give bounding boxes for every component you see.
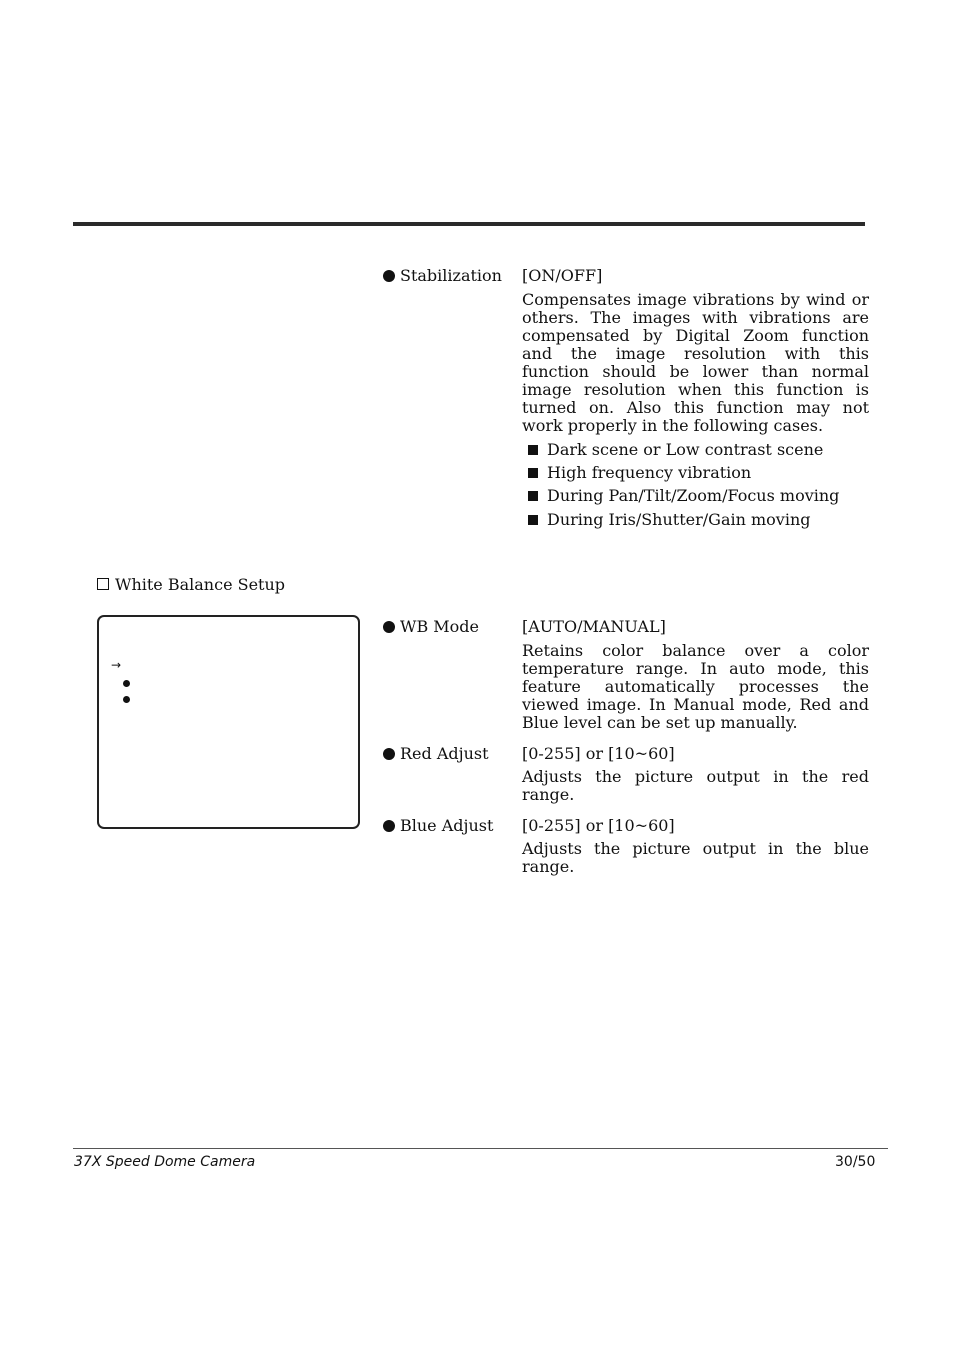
case-text: During Pan/Tilt/Zoom/Focus moving <box>547 486 840 505</box>
white-balance-heading <box>97 575 285 595</box>
bullet-dot-icon <box>383 621 395 633</box>
case-text: During Iris/Shutter/Gain moving <box>547 510 811 529</box>
footer-rule <box>73 1148 888 1149</box>
square-bullet-icon <box>528 515 538 525</box>
square-bullet-icon <box>528 491 538 501</box>
stabilization-case <box>528 486 839 506</box>
blue-adjust-description: Adjusts the picture output in the blue range. <box>522 839 869 876</box>
case-text: High frequency vibration <box>547 463 752 482</box>
section-title: White Balance Setup <box>115 575 286 594</box>
red-adjust-value: [0-255] or [10~60] <box>522 744 675 763</box>
bullet-dot-icon <box>383 270 395 282</box>
square-bullet-icon <box>528 468 538 478</box>
blue-adjust-label: Blue Adjust <box>400 816 494 835</box>
red-adjust-label: Red Adjust <box>400 744 489 763</box>
osd-menu-illustration <box>97 615 360 829</box>
stabilization-case <box>528 463 751 483</box>
checkbox-square-icon <box>97 578 109 590</box>
stabilization-value: [ON/OFF] <box>522 266 603 285</box>
red-adjust-description: Adjusts the picture output in the red range. <box>522 767 869 804</box>
wb-mode-value: [AUTO/MANUAL] <box>522 617 666 636</box>
case-text: Dark scene or Low contrast scene <box>547 440 824 459</box>
wb-mode-description: Retains color balance over a color temperature range. In auto mode, this feature automatically processes the viewed image. In Manual mode, Red and Blue level can be set up manually. <box>522 641 869 732</box>
blue-adjust-value: [0-255] or [10~60] <box>522 816 675 835</box>
stabilization-case <box>528 510 811 530</box>
stabilization-term <box>383 266 502 286</box>
stabilization-description: Compensates image vibrations by wind or others. The images with vibrations are compensated by Digital Zoom function and the image resolution with this function should be lower than normal image resolution when this function is turned on. Also this function may not work properly in the following cases. <box>522 290 869 435</box>
cursor-arrow-icon: → <box>111 658 122 672</box>
bullet-dot-icon <box>383 820 395 832</box>
wb-mode-term <box>383 617 479 637</box>
page-number: 30/50 <box>835 1154 876 1170</box>
red-adjust-term <box>383 744 489 764</box>
stabilization-case <box>528 440 823 460</box>
menu-dot-icon <box>123 696 130 703</box>
blue-adjust-term <box>383 816 493 836</box>
header-rule <box>73 222 865 226</box>
menu-dot-icon <box>123 680 130 687</box>
footer-title: 37X Speed Dome Camera <box>74 1154 256 1170</box>
square-bullet-icon <box>528 445 538 455</box>
wb-mode-label: WB Mode <box>400 617 480 636</box>
bullet-dot-icon <box>383 748 395 760</box>
stabilization-label: Stabilization <box>400 266 502 285</box>
